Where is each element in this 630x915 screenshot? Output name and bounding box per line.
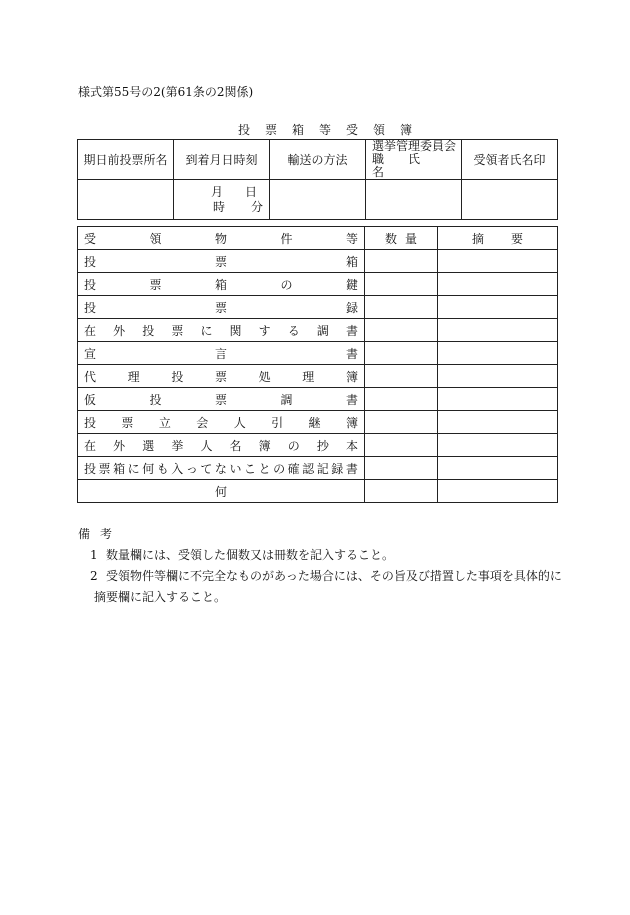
char: 簿 xyxy=(345,369,358,384)
char: 認 xyxy=(302,461,315,476)
char: 投 xyxy=(84,300,97,315)
char: 領 xyxy=(149,231,162,246)
note-item-1 xyxy=(78,545,562,566)
quantity-cell xyxy=(365,342,438,365)
char: 票 xyxy=(214,254,227,269)
char: 抄 xyxy=(316,438,329,453)
header-recipient-seal: 受領者氏名印 xyxy=(462,140,558,180)
remarks-cell xyxy=(438,250,558,273)
item-name-cell xyxy=(78,296,365,319)
table-row xyxy=(78,388,558,411)
month-day-line xyxy=(211,185,263,200)
char: 在 xyxy=(84,438,97,453)
spread-text xyxy=(84,414,358,431)
char: 書 xyxy=(345,346,358,361)
committee-official-cell xyxy=(366,180,462,220)
char: 投 xyxy=(142,323,155,338)
spread-text xyxy=(84,322,358,339)
quantity-cell xyxy=(365,411,438,434)
remarks-cell xyxy=(438,434,558,457)
quantity-cell xyxy=(365,319,438,342)
char: 箱 xyxy=(345,254,358,269)
char: 言 xyxy=(214,346,227,361)
char: 調 xyxy=(280,392,293,407)
char: 入 xyxy=(171,461,184,476)
item-name-cell xyxy=(78,388,365,411)
header-arrival-time: 到着月日時刻 xyxy=(174,140,270,180)
remarks-cell xyxy=(438,388,558,411)
char: 等 xyxy=(345,231,358,246)
item-name-cell xyxy=(78,365,365,388)
note-item-2 xyxy=(78,566,562,587)
header-remarks xyxy=(438,227,558,250)
table-row xyxy=(78,319,558,342)
item-name-cell xyxy=(78,457,365,480)
char: 投 xyxy=(149,392,162,407)
char: 受 xyxy=(84,231,97,246)
char: 数 xyxy=(385,231,398,246)
char: 確 xyxy=(287,461,300,476)
char: 箱 xyxy=(113,461,126,476)
char: 引 xyxy=(271,415,284,430)
char: 継 xyxy=(308,415,321,430)
header-committee-official xyxy=(366,140,462,180)
header-committee-line2: 職 氏 名 xyxy=(372,152,445,179)
char: と xyxy=(258,461,271,476)
day-label: 日 xyxy=(244,184,257,199)
header-received-items xyxy=(78,227,365,250)
char: 投 xyxy=(84,461,97,476)
spread-text xyxy=(84,230,358,247)
note-number: 1 xyxy=(90,548,98,562)
hour-minute-line xyxy=(213,200,263,215)
summary-header-row xyxy=(78,140,558,180)
char: 件 xyxy=(280,231,293,246)
char: 票 xyxy=(214,300,227,315)
char: こ xyxy=(244,461,257,476)
char: 量 xyxy=(404,231,417,246)
char: な xyxy=(214,461,227,476)
hour-label: 時 xyxy=(212,199,225,214)
spread-text xyxy=(84,368,358,385)
spread-text xyxy=(84,460,358,477)
header-quantity xyxy=(365,227,438,250)
char: も xyxy=(156,461,169,476)
remarks-cell xyxy=(438,365,558,388)
arrival-time-cell xyxy=(174,180,270,220)
table-row xyxy=(78,342,558,365)
spread-text xyxy=(371,230,431,247)
spread-text xyxy=(444,230,551,247)
char: 立 xyxy=(158,415,171,430)
table-row xyxy=(78,457,558,480)
char: の xyxy=(280,277,293,292)
char: 本 xyxy=(345,438,358,453)
char: 代 xyxy=(84,369,97,384)
quantity-cell xyxy=(365,457,438,480)
char: 票 xyxy=(171,323,184,338)
char: 何 xyxy=(142,461,155,476)
remarks-cell xyxy=(438,296,558,319)
char: 処 xyxy=(258,369,271,384)
char: 理 xyxy=(302,369,315,384)
transport-method-cell xyxy=(270,180,366,220)
receipt-summary-table xyxy=(77,139,558,220)
item-name: 何 xyxy=(214,484,227,499)
quantity-cell xyxy=(365,296,438,319)
char: 票 xyxy=(149,277,162,292)
note-continuation: 摘要欄に記入すること。 xyxy=(94,590,227,604)
received-items-table xyxy=(77,226,558,503)
items-header-row xyxy=(78,227,558,250)
char: 調 xyxy=(316,323,329,338)
char: の xyxy=(273,461,286,476)
char: 外 xyxy=(113,323,126,338)
header-transport-method: 輸送の方法 xyxy=(270,140,366,180)
char: 書 xyxy=(345,392,358,407)
char: 名 xyxy=(229,438,242,453)
item-name-cell xyxy=(78,411,365,434)
remarks-cell xyxy=(438,319,558,342)
item-name-cell xyxy=(78,319,365,342)
char: る xyxy=(287,323,300,338)
polling-place-cell xyxy=(78,180,174,220)
note-text: 数量欄には、受領した個数又は冊数を記入すること。 xyxy=(106,548,395,562)
char: 鍵 xyxy=(345,277,358,292)
char: に xyxy=(127,461,140,476)
item-name-cell xyxy=(78,342,365,365)
char: 票 xyxy=(214,369,227,384)
spread-text xyxy=(84,299,358,316)
char: 人 xyxy=(200,438,213,453)
quantity-cell xyxy=(365,434,438,457)
quantity-cell xyxy=(365,388,438,411)
item-name-cell xyxy=(78,434,365,457)
table-row xyxy=(78,434,558,457)
char: 書 xyxy=(345,461,358,476)
remarks-cell xyxy=(438,457,558,480)
char: 在 xyxy=(84,323,97,338)
table-row xyxy=(78,480,558,503)
month-label: 月 xyxy=(210,184,223,199)
char: 外 xyxy=(113,438,126,453)
quantity-cell xyxy=(365,273,438,296)
char: 票 xyxy=(214,392,227,407)
quantity-cell xyxy=(365,365,438,388)
char: 摘 xyxy=(472,231,485,246)
table-row xyxy=(78,411,558,434)
char: 選 xyxy=(142,438,155,453)
item-name-cell xyxy=(78,273,365,296)
char: 票 xyxy=(98,461,111,476)
char: 書 xyxy=(345,323,358,338)
char: 物 xyxy=(214,231,227,246)
table-row xyxy=(78,296,558,319)
char: 投 xyxy=(84,415,97,430)
spread-text xyxy=(84,253,358,270)
char: 挙 xyxy=(171,438,184,453)
char: 会 xyxy=(196,415,209,430)
char: の xyxy=(287,438,300,453)
spread-text xyxy=(84,437,358,454)
quantity-cell xyxy=(365,480,438,503)
spread-text xyxy=(84,345,358,362)
page-title: 投票箱等受領簿 xyxy=(238,123,428,137)
notes-section xyxy=(78,524,562,608)
char: 投 xyxy=(171,369,184,384)
char: 仮 xyxy=(84,392,97,407)
char: い xyxy=(229,461,242,476)
item-name-cell xyxy=(78,250,365,273)
spread-text xyxy=(84,276,358,293)
char: 録 xyxy=(345,300,358,315)
table-row xyxy=(78,250,558,273)
summary-value-row xyxy=(78,180,558,220)
quantity-cell xyxy=(365,250,438,273)
remarks-cell xyxy=(438,411,558,434)
char: に xyxy=(200,323,213,338)
header-polling-place: 期日前投票所名 xyxy=(78,140,174,180)
char: 理 xyxy=(127,369,140,384)
form-number: 様式第55号の2(第61条の2関係) xyxy=(78,85,254,99)
char: す xyxy=(258,323,271,338)
item-name-cell xyxy=(78,480,365,503)
recipient-seal-cell xyxy=(462,180,558,220)
note-number: 2 xyxy=(90,569,98,583)
char: 関 xyxy=(229,323,242,338)
char: 投 xyxy=(84,254,97,269)
header-committee-line1: 選挙管理委員会 xyxy=(372,139,457,153)
table-row xyxy=(78,273,558,296)
char: 票 xyxy=(121,415,134,430)
char: 人 xyxy=(233,415,246,430)
char: 簿 xyxy=(258,438,271,453)
char: 記 xyxy=(316,461,329,476)
remarks-cell xyxy=(438,273,558,296)
char: 箱 xyxy=(214,277,227,292)
char: 要 xyxy=(510,231,523,246)
char: 録 xyxy=(331,461,344,476)
notes-heading: 備考 xyxy=(78,527,123,541)
char: 宣 xyxy=(84,346,97,361)
remarks-cell xyxy=(438,342,558,365)
char: 簿 xyxy=(345,415,358,430)
char: っ xyxy=(185,461,198,476)
remarks-cell xyxy=(438,480,558,503)
table-row xyxy=(78,365,558,388)
spread-text xyxy=(84,391,358,408)
char: 投 xyxy=(84,277,97,292)
char: て xyxy=(200,461,213,476)
note-text: 受領物件等欄に不完全なものがあった場合には、その旨及び措置した事項を具体的に xyxy=(106,569,562,583)
minute-label: 分 xyxy=(250,199,263,214)
